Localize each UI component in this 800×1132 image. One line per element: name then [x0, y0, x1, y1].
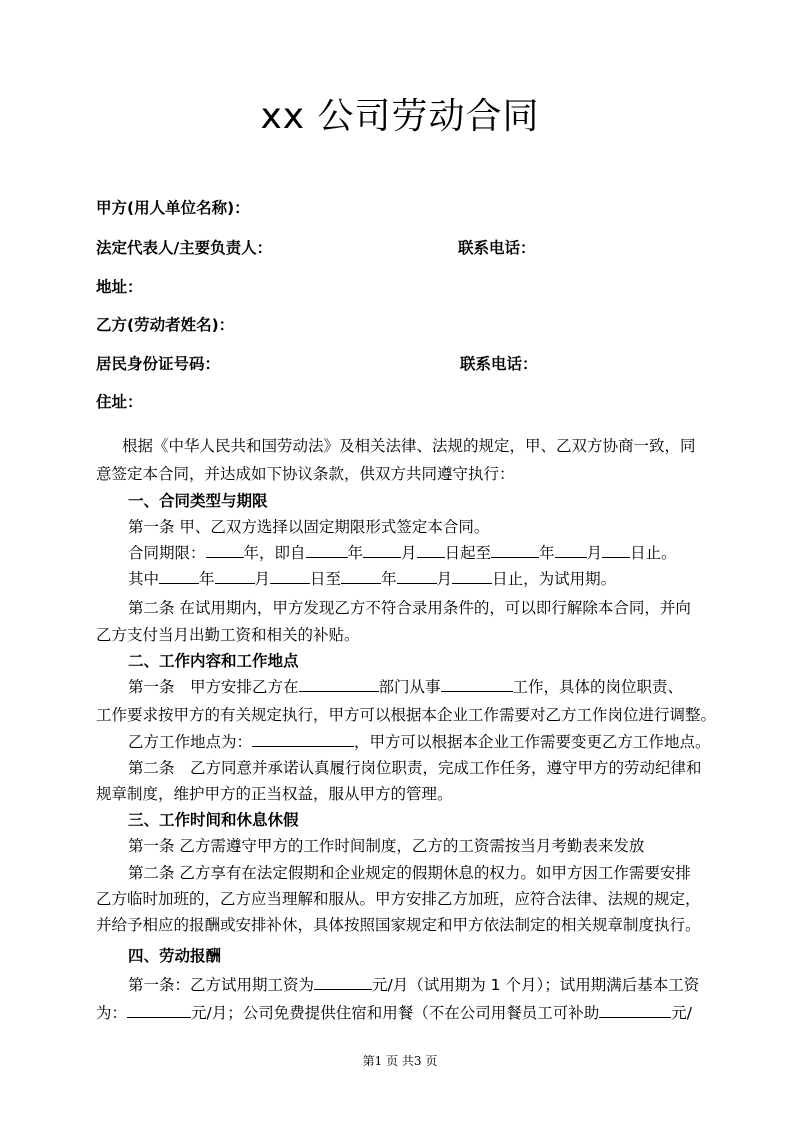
blank-start-month[interactable] — [363, 543, 401, 558]
party-a-name-label: 甲方(用人单位名称)： — [96, 199, 250, 217]
section-2-article-1: 第一条 甲方安排乙方在 部门从事 工作，具体的岗位职责、 — [128, 678, 684, 696]
page-footer: 第1 页 共3 页 — [362, 1054, 438, 1068]
party-b-name-label: 乙方(劳动者姓名)： — [96, 316, 235, 334]
blank-end-day[interactable] — [602, 543, 630, 558]
section-1-heading: 一、合同类型与期限 — [128, 492, 268, 510]
contract-term-line: 合同期限： 年，即自 年 月 日起至 年 月 日止。 — [128, 544, 677, 562]
section-3-article-1: 第一条 乙方需遵守甲方的工作时间制度，乙方的工资需按当月考勤表来发放 — [128, 837, 645, 855]
blank-prob-start-year[interactable] — [159, 569, 199, 584]
party-a-phone-label: 联系电话： — [458, 239, 536, 257]
blank-prob-start-day[interactable] — [270, 569, 310, 584]
section-3-article-2-line-3: 并给予相应的报酬或安排补休，具体按照国家规定和甲方依法制定的相关规章制度执行。 — [96, 916, 701, 934]
blank-work-location[interactable] — [252, 732, 354, 747]
section-3-article-2-line-1: 第二条 乙方享有在法定假期和企业规定的假期休息的权力。如甲方因工作需要安排 — [128, 864, 691, 882]
party-a-rep-label: 法定代表人/主要负责人： — [96, 239, 273, 257]
blank-prob-start-month[interactable] — [215, 569, 255, 584]
section-4-article-1-line-2: 为： 元/月；公司免费提供住宿和用餐（不在公司用餐员工可补助 元/ — [96, 1004, 692, 1022]
intro-line-2: 意签定本合同，并达成如下协议条款，供双方共同遵守执行： — [96, 465, 515, 483]
blank-years[interactable] — [206, 543, 244, 558]
section-2-article-1-line-2: 工作要求按甲方的有关规定执行，甲方可以根据本企业工作需要对乙方工作岗位进行调整。 — [96, 706, 717, 724]
probation-line: 其中 年 月 日至 年 月 日止，为试用期。 — [128, 570, 617, 588]
section-1-article-2-line-1: 第二条 在试用期内，甲方发现乙方不符合录用条件的，可以即行解除本合同，并向 — [128, 599, 691, 617]
blank-prob-end-month[interactable] — [397, 569, 437, 584]
blank-start-day[interactable] — [417, 543, 445, 558]
section-2-heading: 二、工作内容和工作地点 — [128, 652, 299, 670]
blank-end-year[interactable] — [491, 543, 539, 558]
section-3-article-2-line-2: 乙方临时加班的，乙方应当理解和服从。甲方安排乙方加班，应符合法律、法规的规定， — [96, 890, 701, 908]
section-2-article-2-line-2: 规章制度，维护甲方的正当权益，服从甲方的管理。 — [96, 785, 453, 803]
party-a-address-label: 地址： — [96, 278, 143, 296]
blank-probation-salary[interactable] — [314, 975, 372, 990]
blank-meal-subsidy[interactable] — [599, 1003, 671, 1018]
section-2-article-2-line-1: 第二条 乙方同意并承诺认真履行岗位职责，完成工作任务，遵守甲方的劳动纪律和 — [128, 759, 702, 777]
party-b-phone-label: 联系电话： — [460, 355, 538, 373]
blank-base-salary[interactable] — [127, 1003, 191, 1018]
blank-job[interactable] — [441, 677, 513, 692]
blank-department[interactable] — [299, 677, 379, 692]
blank-prob-end-year[interactable] — [341, 569, 381, 584]
party-b-id-label: 居民身份证号码： — [96, 355, 221, 373]
blank-prob-end-day[interactable] — [452, 569, 492, 584]
document-title: xx 公司劳动合同 — [260, 96, 540, 137]
party-b-address-label: 住址： — [96, 393, 143, 411]
section-1-article-1: 第一条 甲、乙双方选择以固定期限形式签定本合同。 — [128, 518, 490, 536]
section-1-article-2-line-2: 乙方支付当月出勤工资和相关的补贴。 — [96, 626, 360, 644]
blank-start-year[interactable] — [306, 543, 348, 558]
section-4-heading: 四、劳动报酬 — [128, 947, 222, 965]
intro-line-1: 根据《中华人民共和国劳动法》及相关法律、法规的规定，甲、乙双方协商一致，同 — [122, 437, 696, 455]
section-4-article-1: 第一条：乙方试用期工资为 元/月（试用期为 1 个月）；试用期满后基本工资 — [128, 976, 700, 994]
work-location-line: 乙方工作地点为： ，甲方可以根据本企业工作需要变更乙方工作地点。 — [128, 733, 711, 751]
blank-end-month[interactable] — [555, 543, 587, 558]
section-3-heading: 三、工作时间和休息休假 — [128, 811, 299, 829]
